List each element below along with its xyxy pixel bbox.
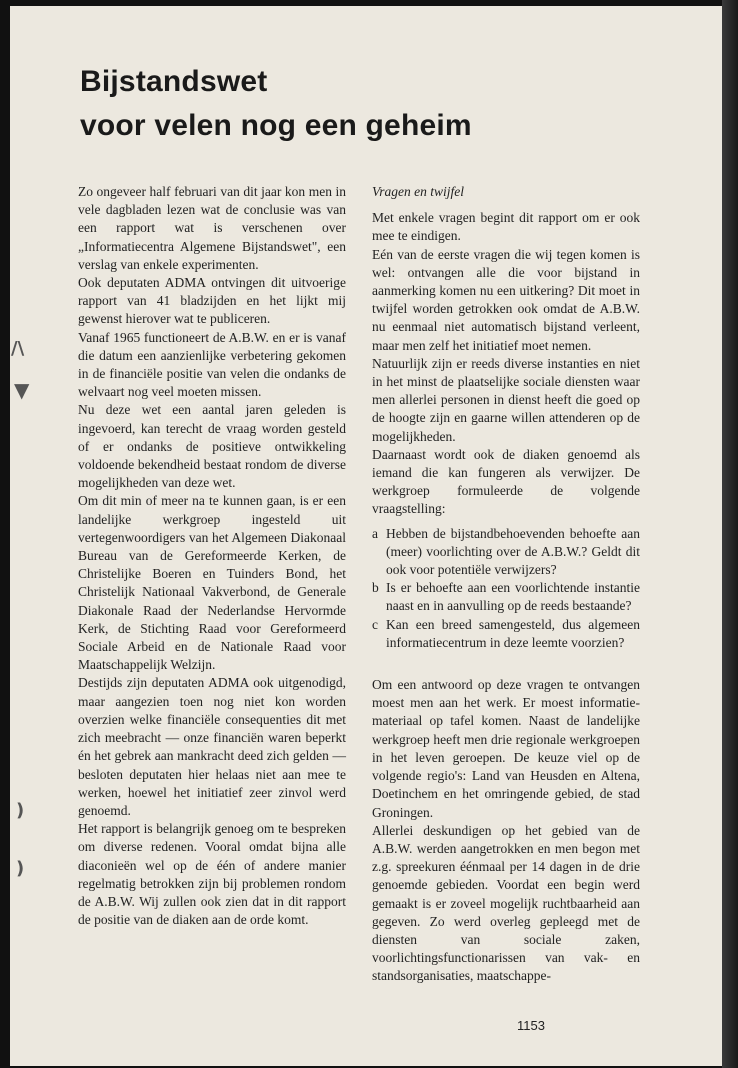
- paragraph: Ook deputaten ADMA ontvingen dit uitvoerige rapport van 41 bladzijden en het lijkt mij gewenst hierover wat te publiceren.: [78, 275, 346, 327]
- list-text: Is er behoefte aan een voorlichtende instantie naast en in aanvulling op de reeds bestaande?: [386, 580, 640, 614]
- paragraph: Om dit min of meer na te kunnen gaan, is er een landelijke werkgroep ingesteld uit vertegenwoordigers van het Algemeen Diakonaal Bureau van de Gereformeerde Kerken, de Christelijke Boeren en Tuinders Bond, het Christelijk Nationaal Vakverbond, de Generale Diakonale Raad der Nederlandse Hervormde Kerk, de Stichting Raad voor Gereformeerd Sociale Arbeid en de Nationale Raad voor Maatschappelijk Welzijn.: [78, 493, 346, 673]
- list-text: Kan een breed samengesteld, dus algemeen informatiecentrum in deze leemte voorzien?: [386, 616, 640, 650]
- page-number: 1153: [517, 1018, 545, 1033]
- list-letter: c: [372, 616, 378, 632]
- list-letter: a: [372, 525, 378, 541]
- list-letter: b: [372, 580, 379, 596]
- article-title: [80, 60, 472, 148]
- paragraph: Eén van de eerste vragen die wij tegen komen is wel: ontvangen alle die voor bijstand in aanmerking komen nu een uitkering? Dit moet in twijfel worden getrokken ook omdat de A.B.W. nu eenmaal niet automatisch bijstand verleent, maar men zelf het initiatief moet nemen.: [372, 246, 640, 353]
- scan-edge: [722, 0, 738, 1068]
- left-column: [78, 183, 346, 929]
- list-item: [372, 616, 640, 652]
- paragraph: Allerlei deskundigen op het gebied van de A.B.W. werden aangetrokken en men begon met z.g. spreekuren éénmaal per 14 dagen in de drie genoemde gebieden. Voordat een begin werd gemaakt is er zoveel mogelijk ruchtbaarheid aan gegeven. Zo werd overleg gepleegd met de diensten van sociale zaken, voorlichtingsfunctionarissen van vak- en standsorganisaties, maatschappe-: [372, 822, 640, 984]
- paragraph: Vanaf 1965 functioneert de A.B.W. en er is vanaf die datum een aanzienlijke verbetering gekomen in de financiële positie van velen die ondanks de welvaart nog veel moeten missen.: [78, 329, 346, 400]
- paragraph: Het rapport is belangrijk genoeg om te bespreken om diverse redenen. Vooral omdat bijna alle diaconieën wel op de één of andere manier regelmatig betrokken zijn bij problemen rondom de A.B.W. Wij zullen ook zien dat in dit rapport de positie van de diaken aan de orde komt.: [78, 821, 346, 928]
- paragraph: Zo ongeveer half februari van dit jaar kon men in vele dagbladen lezen wat de conclusie was van een rapport wat is verschenen over „Informatiecentra Algemene Bijstandswet", een verslag van enkele experimenten.: [78, 184, 346, 272]
- list-item: [372, 579, 640, 615]
- title-line-2: voor velen nog een geheim: [80, 109, 472, 142]
- paragraph: Met enkele vragen begint dit rapport om er ook mee te eindigen.: [372, 210, 640, 244]
- margin-mark-icon: ): [16, 858, 25, 879]
- margin-mark-icon: ): [16, 800, 25, 821]
- section-heading: Vragen en twijfel: [372, 184, 464, 199]
- list-text: Hebben de bijstandbehoevenden behoefte aan (meer) voorlichting over de A.B.W.? Geldt dit ook voor potentiële verwijzers?: [386, 525, 640, 578]
- margin-mark-icon: ▼: [14, 378, 30, 402]
- right-column: [372, 183, 640, 986]
- paragraph: Daarnaast wordt ook de diaken genoemd als iemand die kan fungeren als verwijzer. De werkgroep formuleerde de volgende vraagstelling:: [372, 446, 640, 517]
- margin-mark-icon: /\: [11, 338, 25, 359]
- question-list: [372, 525, 640, 652]
- paragraph: Om een antwoord op deze vragen te ontvangen moest men aan het werk. Er moest informatie-materiaal op tafel komen. Naast de landelijke werkgroep heeft men drie regionale werkgroepen in het leven geroepen. De keuze viel op de volgende regio's: Land van Heusden en Altena, Doetinchem en het omringende gebied, de stad Groningen.: [372, 677, 640, 820]
- list-item: [372, 525, 640, 580]
- title-line-1: Bijstandswet: [80, 65, 268, 98]
- paragraph: Natuurlijk zijn er reeds diverse instanties en niet in het minst de plaatselijke sociale diensten waar men allerlei personen in dienst heeft die goed op de hoogte zijn en gaarne willen attenderen op de mogelijkheden.: [372, 355, 640, 444]
- paragraph: Destijds zijn deputaten ADMA ook uitgenodigd, maar aangezien toen nog niet kon worden overzien welke financiële consequenties dit met zich meebracht — onze financiën waren beperkt én het gebrek aan mankracht deed zich gelden — besloten deputaten hier helaas niet aan mee te werken, hoewel het initiatief zeer zinvol werd genoemd.: [78, 675, 346, 818]
- paragraph: Nu deze wet een aantal jaren geleden is ingevoerd, kan terecht de vraag worden gesteld of er ondanks de positieve ontwikkeling voldoende bekendheid bestaat rondom de diverse mogelijkheden van deze wet.: [78, 402, 346, 491]
